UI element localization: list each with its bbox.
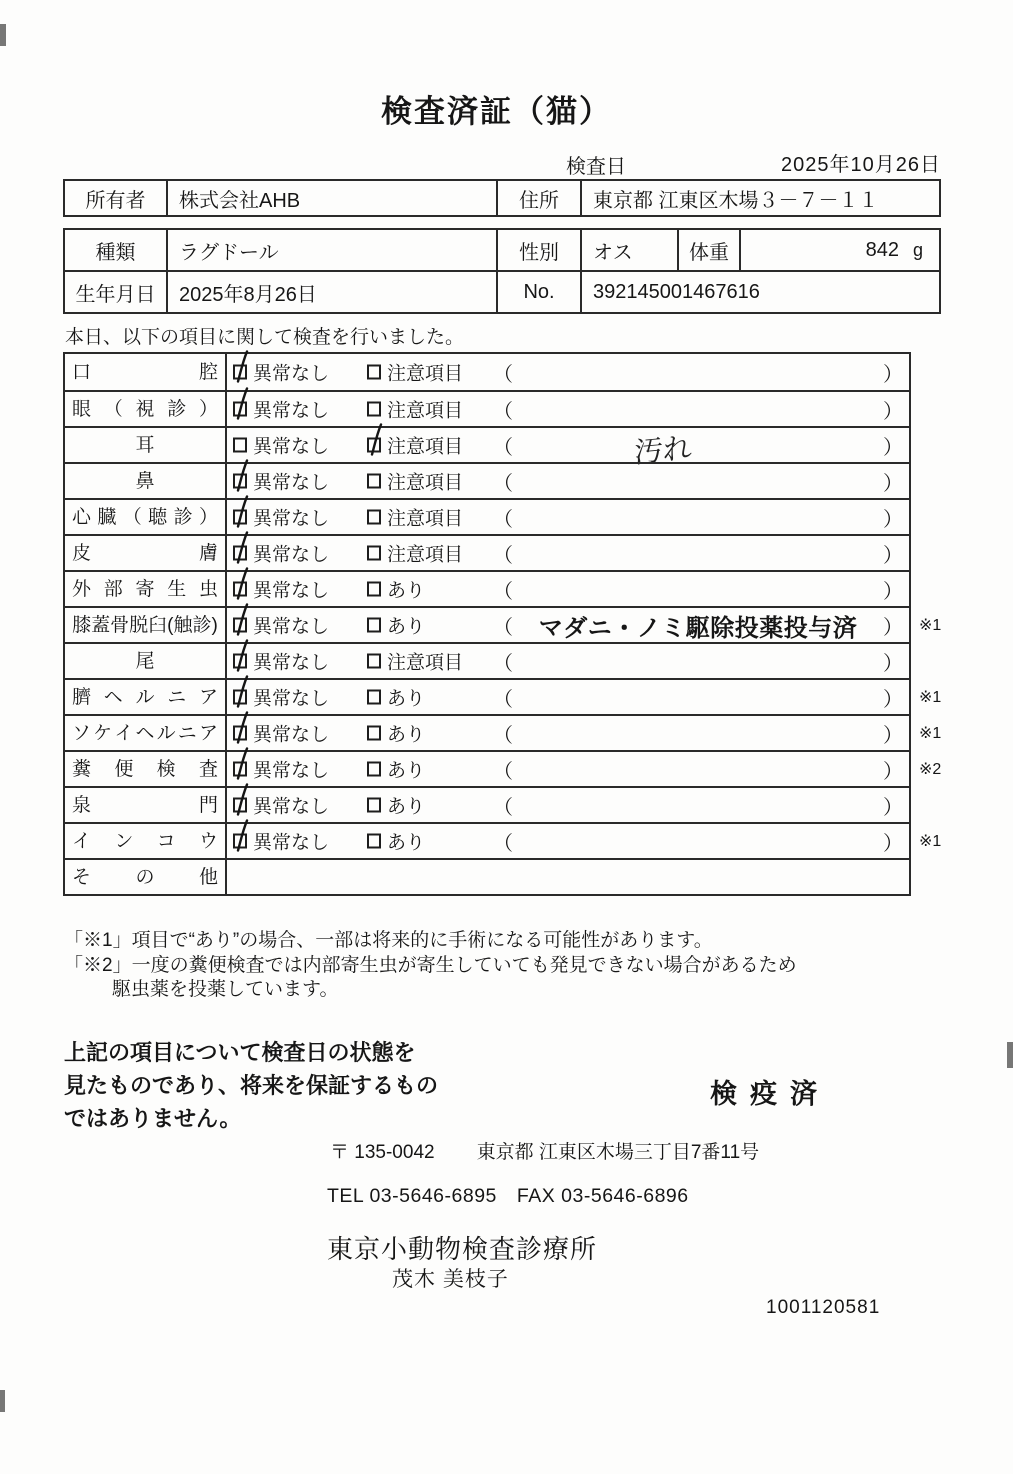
exam-table-row	[65, 858, 909, 894]
paren-open: （	[493, 724, 513, 747]
exam-item-label: 尾	[65, 644, 227, 678]
sex-label: 性別	[498, 230, 582, 270]
paren-close: ）	[883, 724, 903, 747]
exam-table-row	[65, 822, 942, 858]
paren-close: ）	[883, 796, 903, 819]
checkbox-no-abnormality	[233, 762, 247, 777]
checkmark-icon	[232, 566, 252, 602]
exam-option	[367, 720, 425, 747]
exam-item-result	[227, 752, 909, 786]
paren-close: ）	[883, 400, 903, 423]
paren-close: ）	[883, 508, 903, 531]
remarks-field	[493, 644, 903, 678]
certificate-no-label: No.	[498, 272, 582, 312]
checkmark-icon	[232, 494, 252, 530]
footnote-2-continued: 駆虫薬を投薬しています。	[112, 979, 339, 1000]
scan-artifact	[1007, 1042, 1013, 1068]
checkmark-icon	[232, 349, 252, 385]
exam-item-label: 外 部 寄 生 虫	[65, 572, 227, 606]
remarks-field	[493, 464, 903, 498]
exam-option-label: 注意項目	[387, 652, 464, 674]
exam-item-result	[227, 824, 909, 858]
exam-option	[367, 684, 425, 711]
birthdate-label: 生年月日	[65, 272, 168, 312]
address-value: 東京都 江東区木場３－７－１１	[593, 189, 879, 212]
exam-option-label: 異常なし	[253, 580, 330, 602]
exam-option	[233, 648, 329, 675]
handwritten-remark: 汚れ	[633, 431, 693, 470]
checkbox-no-abnormality	[233, 690, 247, 705]
clinic-phone-line	[327, 1185, 689, 1208]
animal-info-box-row2	[63, 270, 941, 314]
disclaimer-line-1: 上記の項目について検査日の状態を	[64, 1040, 416, 1065]
footnote-2: 「※2」一度の糞便検査では内部寄生虫が寄生していても発見できない場合があるため	[64, 954, 797, 976]
paren-close: ）	[883, 760, 903, 783]
inspection-date-value: 2025年10月26日	[781, 154, 941, 176]
exam-item-label: そ の 他	[65, 860, 227, 894]
exam-item-label: 臍 ヘ ル ニ ア	[65, 680, 227, 714]
exam-table-row	[65, 714, 942, 750]
checkbox-no-abnormality	[233, 546, 247, 561]
paren-open: （	[493, 436, 513, 459]
weight-unit: g	[912, 239, 923, 260]
exam-option-label: 異常なし	[253, 363, 330, 385]
exam-option-label: 異常なし	[253, 832, 330, 854]
exam-item-label: イ ン コ ウ	[65, 824, 227, 858]
paren-close: ）	[883, 363, 903, 386]
exam-option	[367, 828, 425, 855]
exam-option	[233, 756, 329, 783]
remarks-field	[493, 608, 903, 642]
clinic-address: 東京都 江東区木場三丁目7番11号	[476, 1142, 760, 1163]
checkbox-finding	[367, 834, 381, 849]
quarantine-done-stamp: 検疫済	[710, 1079, 830, 1109]
paren-close: ）	[883, 616, 903, 639]
exam-option-label: 異常なし	[253, 652, 330, 674]
exam-option-label: 注意項目	[387, 544, 464, 566]
exam-option	[233, 720, 329, 747]
paren-open: （	[493, 760, 513, 783]
paren-open: （	[493, 616, 513, 639]
exam-table	[63, 352, 942, 896]
footnotes	[64, 929, 797, 1003]
exam-option-label: あり	[387, 688, 426, 710]
exam-option-label: 注意項目	[387, 436, 464, 458]
exam-option-label: 異常なし	[253, 472, 330, 494]
paren-open: （	[493, 652, 513, 675]
remarks-field	[493, 536, 903, 570]
checkmark-icon	[232, 530, 252, 566]
checkmark-icon	[232, 638, 252, 674]
exam-option	[367, 540, 463, 567]
exam-item-result	[227, 680, 909, 714]
remarks-field	[493, 752, 903, 786]
checkbox-finding	[367, 402, 381, 417]
footnote-1: 「※1」項目で“あり”の場合、一部は将来的に手術になる可能性があります。	[64, 930, 713, 951]
remarks-field	[493, 500, 903, 534]
exam-option-label: あり	[387, 580, 426, 602]
checkbox-no-abnormality	[233, 654, 247, 669]
exam-table-row	[65, 642, 909, 678]
exam-option	[367, 359, 463, 386]
checkmark-icon	[232, 746, 252, 782]
checkbox-finding	[367, 798, 381, 813]
exam-option	[233, 576, 329, 603]
address-label: 住所	[498, 181, 582, 215]
paren-open: （	[493, 472, 513, 495]
exam-option-label: 異常なし	[253, 796, 330, 818]
exam-option-label: 異常なし	[253, 436, 330, 458]
paren-open: （	[493, 508, 513, 531]
reference-mark: ※1	[919, 689, 942, 706]
exam-option	[367, 432, 463, 459]
examiner-name: 茂木 美枝子	[392, 1268, 509, 1291]
exam-option	[367, 648, 463, 675]
exam-item-label: 膝蓋骨脱臼(触診)	[65, 608, 227, 642]
paren-close: ）	[883, 688, 903, 711]
exam-option-label: 異常なし	[253, 400, 330, 422]
checkbox-finding	[367, 582, 381, 597]
exam-item-label: 口 腔	[65, 354, 227, 390]
checkbox-no-abnormality	[233, 798, 247, 813]
paren-open: （	[493, 544, 513, 567]
paren-open: （	[493, 580, 513, 603]
checkbox-finding	[367, 546, 381, 561]
checkbox-finding	[367, 438, 381, 453]
exam-option-label: 注意項目	[387, 472, 464, 494]
exam-option-label: あり	[387, 724, 426, 746]
exam-table-row	[65, 678, 942, 714]
weight-label: 体重	[679, 230, 741, 270]
exam-table-row	[65, 498, 909, 534]
checkbox-no-abnormality	[233, 438, 247, 453]
remarks-field	[493, 788, 903, 822]
exam-item-result	[227, 644, 909, 678]
paren-close: ）	[883, 580, 903, 603]
exam-item-label: 眼 （ 視 診 ）	[65, 392, 227, 426]
exam-table-row	[65, 354, 909, 390]
exam-table-row	[65, 750, 942, 786]
species-value: ラグドール	[168, 230, 498, 270]
exam-table-row	[65, 786, 909, 822]
exam-option-label: 異常なし	[253, 760, 330, 782]
checkbox-finding	[367, 474, 381, 489]
exam-item-result	[227, 354, 909, 390]
checkbox-no-abnormality	[233, 474, 247, 489]
exam-item-label: ソ ケ イ ヘ ル ニ ア	[65, 716, 227, 750]
exam-option	[233, 684, 329, 711]
exam-option	[233, 540, 329, 567]
remark-text: マダニ・ノミ駆除投薬投与済	[538, 614, 858, 642]
clinic-name: 東京小動物検査診療所	[327, 1234, 598, 1264]
remarks-field	[493, 824, 903, 858]
exam-option	[367, 396, 463, 423]
scan-artifact	[0, 24, 6, 46]
exam-item-label: 糞 便 検 査	[65, 752, 227, 786]
checkbox-no-abnormality	[233, 365, 247, 380]
reference-mark: ※1	[919, 725, 942, 742]
paren-close: ）	[883, 544, 903, 567]
exam-option	[233, 432, 329, 459]
remarks-field	[493, 572, 903, 606]
exam-option-label: 注意項目	[387, 400, 464, 422]
exam-table-row	[65, 606, 942, 642]
remarks-field	[493, 680, 903, 714]
exam-option	[367, 504, 463, 531]
inspection-date-label: 検査日	[566, 156, 626, 178]
checkmark-icon	[232, 818, 252, 854]
exam-item-label: 鼻	[65, 464, 227, 498]
checkmark-icon	[232, 674, 252, 710]
exam-table-row	[65, 570, 909, 606]
checkmark-icon	[232, 710, 252, 746]
checkmark-icon	[232, 458, 252, 494]
weight-value	[741, 230, 939, 270]
reference-mark: ※1	[919, 617, 942, 634]
exam-item-result	[227, 500, 909, 534]
checkbox-finding	[367, 690, 381, 705]
owner-value: 株式会社AHB	[168, 181, 498, 215]
owner-label: 所有者	[65, 181, 168, 215]
remarks-field	[493, 716, 903, 750]
exam-option-label: あり	[387, 796, 426, 818]
exam-item-result	[227, 788, 909, 822]
exam-option	[233, 792, 329, 819]
checkmark-icon	[232, 782, 252, 818]
exam-option	[367, 612, 425, 639]
checkbox-no-abnormality	[233, 510, 247, 525]
paren-open: （	[493, 796, 513, 819]
exam-option-label: 異常なし	[253, 508, 330, 530]
clinic-postal-address	[330, 1137, 759, 1164]
exam-item-result	[227, 572, 909, 606]
exam-item-label: 皮 膚	[65, 536, 227, 570]
exam-option-label: 注意項目	[387, 508, 464, 530]
exam-item-label: 心 臓 （ 聴 診 ）	[65, 500, 227, 534]
disclaimer	[64, 1036, 438, 1135]
exam-item-result	[227, 464, 909, 498]
exam-option-label: あり	[387, 832, 426, 854]
exam-item-result	[227, 608, 909, 642]
checkbox-no-abnormality	[233, 582, 247, 597]
exam-option	[367, 756, 425, 783]
paren-close: ）	[883, 436, 903, 459]
animal-info-box-row1	[63, 228, 941, 272]
disclaimer-line-2: 見たものであり、将来を保証するもの	[64, 1073, 439, 1098]
checkbox-no-abnormality	[233, 402, 247, 417]
paren-open: （	[493, 688, 513, 711]
remarks-field	[493, 354, 903, 390]
exam-option	[233, 612, 329, 639]
paren-open: （	[493, 400, 513, 423]
exam-option-label: 注意項目	[387, 363, 464, 385]
exam-table-row	[65, 462, 909, 498]
birthdate-value: 2025年8月26日	[168, 272, 498, 312]
checkmark-icon	[232, 602, 252, 638]
checkbox-no-abnormality	[233, 618, 247, 633]
exam-option-label: 異常なし	[253, 616, 330, 638]
paren-open: （	[493, 363, 513, 386]
paren-close: ）	[883, 652, 903, 675]
scan-artifact	[0, 1390, 5, 1412]
checkbox-finding	[367, 726, 381, 741]
checkbox-finding	[367, 510, 381, 525]
checkbox-finding	[367, 365, 381, 380]
checkbox-finding	[367, 654, 381, 669]
exam-option	[233, 468, 329, 495]
exam-option	[233, 828, 329, 855]
exam-option	[233, 359, 329, 386]
weight-number: 842	[865, 238, 899, 261]
exam-option-label: 異常なし	[253, 688, 330, 710]
exam-item-result	[227, 536, 909, 570]
postal-code: 〒 135-0042	[330, 1142, 435, 1163]
intro-text: 本日、以下の項目に関して検査を行いました。	[65, 327, 465, 348]
exam-item-result	[227, 860, 909, 894]
clinic-tel: TEL 03-5646-6895	[327, 1185, 497, 1207]
remarks-field	[493, 428, 903, 470]
certificate-no-value: 392145001467616	[593, 280, 760, 303]
checkbox-finding	[367, 618, 381, 633]
exam-item-result	[227, 716, 909, 750]
serial-number: 1001120581	[766, 1297, 881, 1318]
reference-mark: ※1	[919, 833, 942, 850]
exam-option	[367, 468, 463, 495]
exam-item-label: 耳	[65, 428, 227, 462]
exam-option-label: 異常なし	[253, 544, 330, 566]
checkbox-finding	[367, 762, 381, 777]
exam-option	[367, 576, 425, 603]
species-label: 種類	[65, 230, 168, 270]
owner-info-box	[63, 179, 941, 217]
sex-value: オス	[582, 230, 679, 270]
exam-table-row	[65, 534, 909, 570]
checkmark-icon	[232, 386, 252, 422]
exam-option-label: あり	[387, 616, 426, 638]
exam-option	[367, 792, 425, 819]
checkmark-icon	[366, 422, 386, 458]
exam-option-label: あり	[387, 760, 426, 782]
exam-item-result	[227, 428, 909, 470]
reference-mark: ※2	[919, 761, 942, 778]
paren-open: （	[493, 832, 513, 855]
exam-option-label: 異常なし	[253, 724, 330, 746]
document-title: 検査済証（猫）	[381, 94, 612, 129]
exam-option	[233, 396, 329, 423]
checkbox-no-abnormality	[233, 726, 247, 741]
exam-table-row	[65, 426, 909, 470]
exam-option	[233, 504, 329, 531]
disclaimer-line-3: ではありません。	[64, 1106, 242, 1131]
exam-item-label: 泉 門	[65, 788, 227, 822]
checkbox-no-abnormality	[233, 834, 247, 849]
paren-close: ）	[883, 832, 903, 855]
paren-close: ）	[883, 472, 903, 495]
clinic-fax: FAX 03-5646-6896	[516, 1185, 689, 1207]
